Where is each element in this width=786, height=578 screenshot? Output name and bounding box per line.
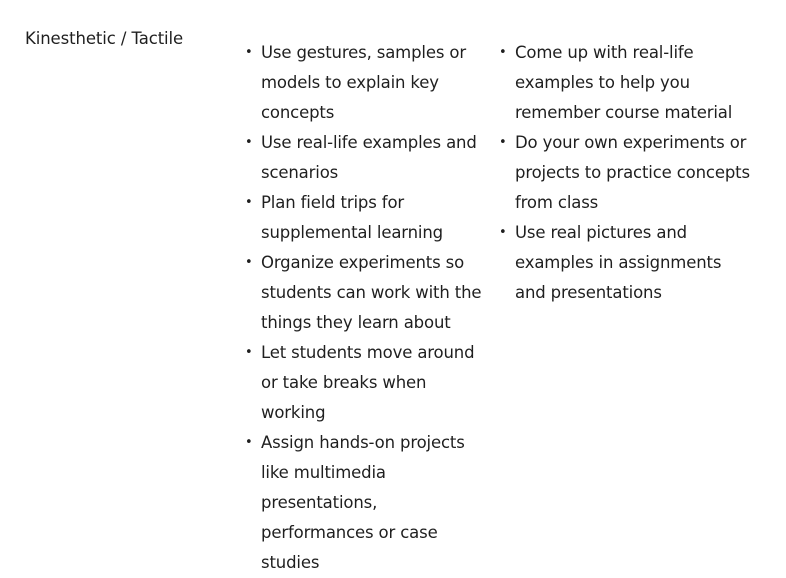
list-item-text: Do your own experiments or projects to practice concepts from class (515, 133, 750, 212)
bullet-icon: • (245, 195, 253, 210)
list-item (245, 338, 490, 428)
list-item (245, 188, 490, 248)
list-item (499, 218, 754, 308)
list-item-text: Use real-life examples and scenarios (261, 133, 477, 182)
list-item (499, 38, 754, 128)
list-item-text: Use gestures, samples or models to explain key concepts (261, 43, 466, 122)
list-item-text: Use real pictures and examples in assignments and presentations (515, 223, 722, 302)
list-item (499, 128, 754, 218)
list-item-text: Come up with real-life examples to help you remember course material (515, 43, 733, 122)
list-item-text: Assign hands-on projects like multimedia presentations, performances or case studies (261, 433, 465, 572)
list-item-text: Let students move around or take breaks when working (261, 343, 475, 422)
bullet-icon: • (499, 225, 507, 240)
bullet-icon: • (245, 345, 253, 360)
bullet-icon: • (245, 135, 253, 150)
list-item-text: Plan field trips for supplemental learning (261, 193, 443, 242)
teacher-strategies-list (245, 38, 490, 578)
student-strategies-list (499, 38, 754, 308)
list-item (245, 248, 490, 338)
list-item-text: Organize experiments so students can work with the things they learn about (261, 253, 482, 332)
list-item (245, 128, 490, 188)
row-label: Kinesthetic / Tactile (25, 29, 184, 48)
list-item (245, 38, 490, 128)
list-item (245, 428, 490, 578)
bullet-icon: • (245, 45, 253, 60)
bullet-icon: • (245, 435, 253, 450)
bullet-icon: • (499, 45, 507, 60)
row-label-cell (25, 24, 225, 54)
bullet-icon: • (499, 135, 507, 150)
bullet-icon: • (245, 255, 253, 270)
